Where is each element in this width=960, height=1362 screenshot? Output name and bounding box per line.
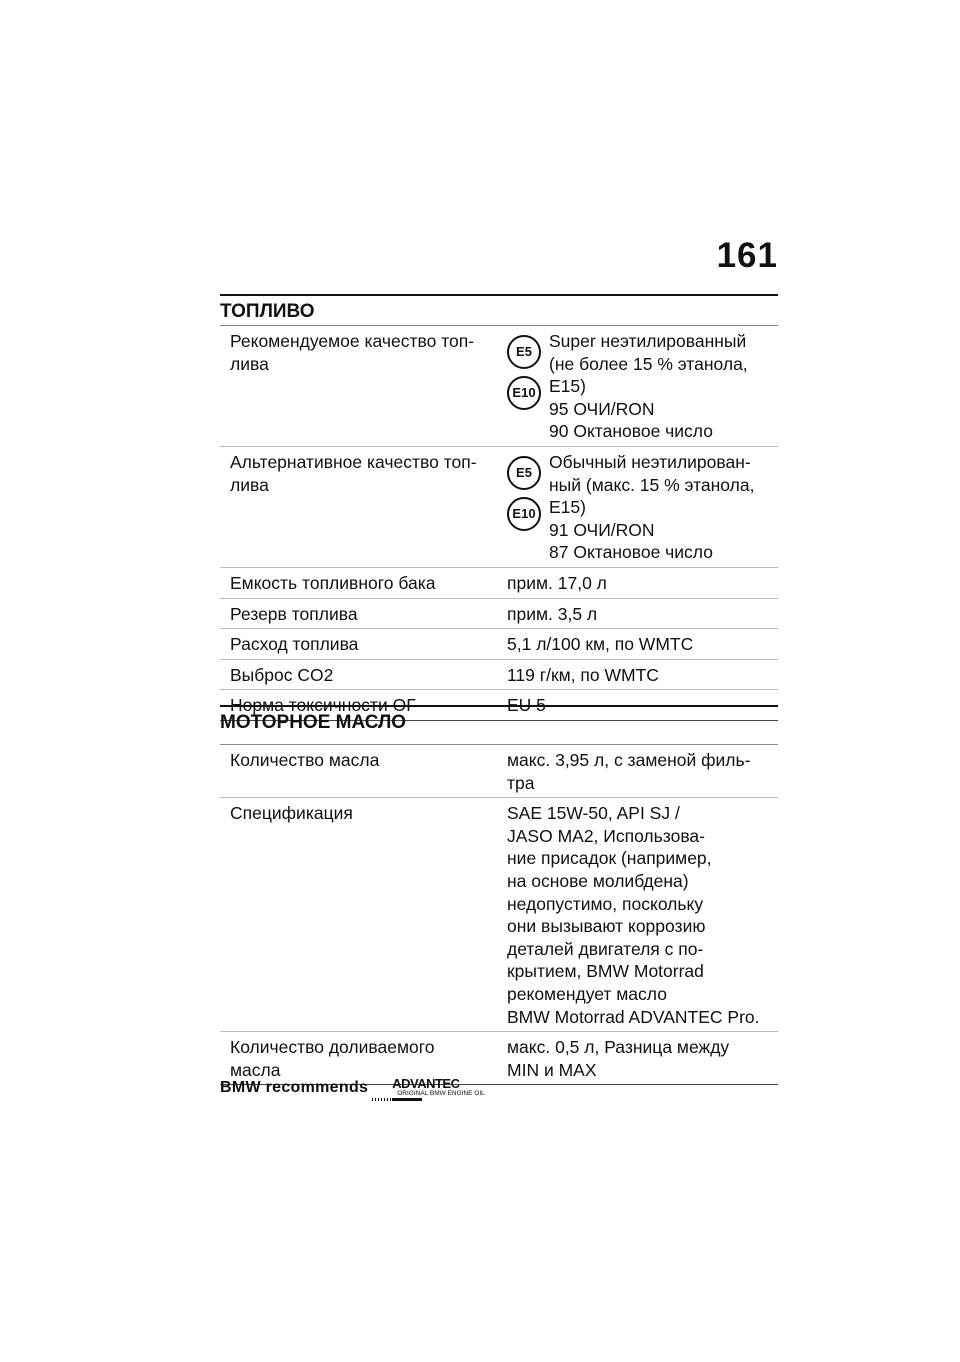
label-line: Количество масла xyxy=(230,750,380,770)
row-label xyxy=(220,745,506,798)
label-line: Норма токсичности ОГ xyxy=(230,695,416,716)
advantec-logo xyxy=(372,1076,485,1104)
row-value xyxy=(506,745,778,798)
label-line: Расход топлива xyxy=(230,634,359,655)
value-line: тра xyxy=(507,772,535,793)
row-value xyxy=(506,629,778,660)
fuel-grade-badges xyxy=(507,330,549,443)
label-line: Резерв топлива xyxy=(230,603,358,624)
fuel-grade-e10-icon: E10 xyxy=(507,497,541,531)
row-label xyxy=(220,567,506,598)
value-line: на основе молибдена) xyxy=(507,870,689,891)
row-label xyxy=(220,659,506,690)
label-line: Емкость топливного бака xyxy=(230,572,436,593)
value-line: SAE 15W-50, API SJ / xyxy=(507,803,680,824)
value-line: 95 ОЧИ/RON xyxy=(549,398,655,419)
value-line: MIN и MAX xyxy=(507,1059,597,1080)
label-line: Выброс CO2 xyxy=(230,664,334,685)
value-line: рекомендует масло xyxy=(507,983,667,1004)
value-line: макс. 0,5 л, Разница между xyxy=(507,1037,730,1058)
row-label xyxy=(220,629,506,660)
row-value xyxy=(506,1032,778,1085)
oil-section-title: МОТОРНОЕ МАСЛО xyxy=(220,705,778,745)
row-value xyxy=(506,598,778,629)
value-line: Обычный неэтилирован- xyxy=(549,451,751,472)
fuel-value-text xyxy=(549,451,754,564)
value-line: ние присадок (например, xyxy=(507,848,712,869)
oil-section xyxy=(220,705,778,1085)
value-line: Super неэтилированный xyxy=(549,331,747,351)
row-label xyxy=(220,326,506,446)
fuel-grade-e5-icon: E5 xyxy=(507,335,541,369)
row-value xyxy=(506,326,778,446)
row-value xyxy=(506,659,778,690)
label-line: лива xyxy=(230,474,269,495)
fuel-value-text xyxy=(549,330,748,443)
value-line: 87 Октановое число xyxy=(549,542,713,563)
row-value xyxy=(506,798,778,1032)
label-line: Рекомендуемое качество топ- xyxy=(230,331,475,351)
value-line: 119 г/км, по WMTC xyxy=(507,664,659,685)
row-label xyxy=(220,446,506,567)
logo-sub-text: ORIGINAL BMW ENGINE OIL xyxy=(397,1090,485,1097)
value-line: прим. 3,5 л xyxy=(507,603,598,624)
value-line: крытием, BMW Motorrad xyxy=(507,961,704,982)
label-line: масла xyxy=(230,1059,281,1080)
logo-bar xyxy=(392,1098,422,1101)
label-line: Количество доливаемого xyxy=(230,1037,435,1058)
row-value xyxy=(506,567,778,598)
value-line: недопустимо, поскольку xyxy=(507,893,704,914)
label-line: Спецификация xyxy=(230,803,353,824)
value-line: (не более 15 % этанола, xyxy=(549,353,748,374)
value-line: ный (макс. 15 % этанола, xyxy=(549,474,755,495)
row-label xyxy=(220,598,506,629)
fuel-grade-badges xyxy=(507,451,549,564)
footer-recommendation xyxy=(220,1076,485,1104)
value-line: прим. 17,0 л xyxy=(507,572,607,593)
value-line: макс. 3,95 л, с заменой филь- xyxy=(507,750,751,770)
value-line: E15) xyxy=(549,376,586,397)
fuel-table xyxy=(220,326,778,721)
fuel-table-row xyxy=(220,567,778,598)
fuel-table-row xyxy=(220,326,778,446)
row-value xyxy=(506,446,778,567)
value-line: E15) xyxy=(549,497,586,518)
page-number: 161 xyxy=(716,236,778,275)
fuel-section xyxy=(220,294,778,721)
value-line: 5,1 л/100 км, по WMTC xyxy=(507,634,694,655)
fuel-grade-e5-icon: E5 xyxy=(507,456,541,490)
label-line: лива xyxy=(230,353,269,374)
oil-table-row xyxy=(220,745,778,798)
value-line: 91 ОЧИ/RON xyxy=(549,519,655,540)
value-line: JASO MA2, Использова- xyxy=(507,825,705,846)
fuel-value-group xyxy=(507,330,778,443)
fuel-table-row xyxy=(220,629,778,660)
label-line: Альтернативное качество топ- xyxy=(230,451,477,472)
fuel-section-title: ТОПЛИВО xyxy=(220,294,778,326)
footer-text: BMW recommends xyxy=(220,1079,369,1096)
value-line: BMW Motorrad ADVANTEC Pro. xyxy=(507,1006,760,1027)
fuel-grade-e10-icon: E10 xyxy=(507,376,541,410)
value-line: EU 5 xyxy=(507,695,546,716)
fuel-table-row xyxy=(220,446,778,567)
value-line: они вызывают коррозию xyxy=(507,916,706,937)
fuel-table-row xyxy=(220,659,778,690)
oil-table-row xyxy=(220,798,778,1032)
value-line: 90 Октановое число xyxy=(549,421,713,442)
row-label xyxy=(220,798,506,1032)
fuel-value-group xyxy=(507,451,778,564)
fuel-table-row xyxy=(220,598,778,629)
logo-main-text: ADVANTEC xyxy=(392,1076,460,1091)
value-line: деталей двигателя с по- xyxy=(507,938,704,959)
oil-table xyxy=(220,745,778,1085)
